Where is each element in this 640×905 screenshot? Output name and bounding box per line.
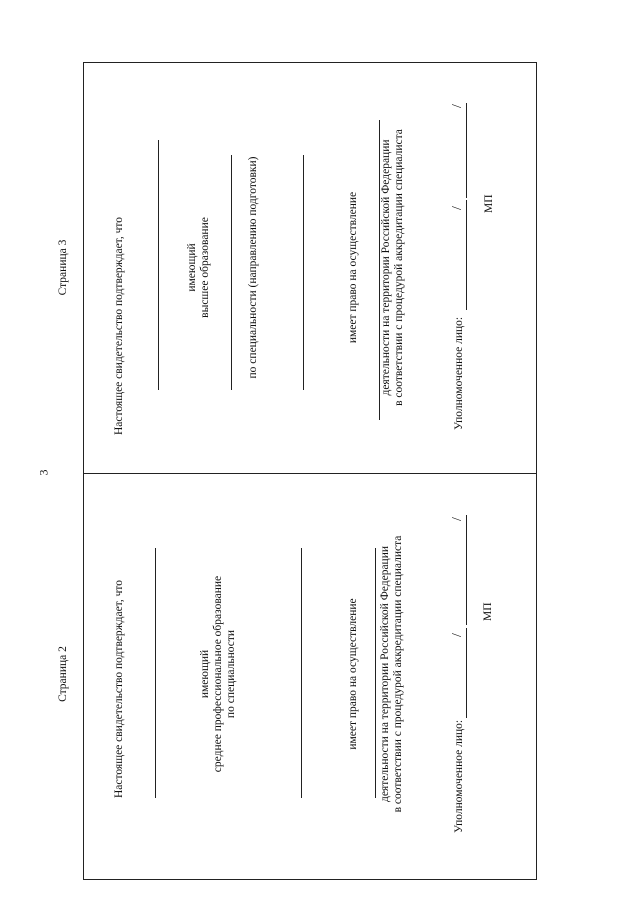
page-3-panel xyxy=(57,65,537,470)
page-2-panel xyxy=(57,470,537,878)
page-3-name-signature-line xyxy=(466,103,467,198)
page-3-activity-2: в соответствии с процедурой аккредитации специалиста xyxy=(393,129,405,406)
page-2-slash-2: / xyxy=(450,517,465,521)
page-2-having: имеющий xyxy=(199,649,211,699)
page-3-activity-1: деятельности на территории Российской Федерации xyxy=(380,139,392,396)
page-number: 3 xyxy=(36,469,51,476)
page-3-education: высшее образование xyxy=(199,217,211,318)
page-3-right: имеет право на осуществление xyxy=(347,191,359,344)
page-3-slash-2: / xyxy=(450,104,465,108)
page-2-specialty: по специальности xyxy=(225,629,237,719)
page-2-activity-2: в соответствии с процедурой аккредитации специалиста xyxy=(392,535,404,813)
page-3-org-line xyxy=(231,155,232,390)
page-3-heading: Страница 3 xyxy=(57,239,69,296)
page-2-seal: МП xyxy=(482,602,494,621)
page-2-education: среднее профессиональное образование xyxy=(212,575,224,773)
page-3-intro: Настоящее свидетельство подтверждает, что xyxy=(113,216,125,435)
page-3-seal: МП xyxy=(483,194,495,213)
page-2-activity-line xyxy=(375,548,376,798)
page-2-signature-line xyxy=(466,628,467,718)
page-2-authorized-person: Уполномоченное лицо: xyxy=(453,719,465,833)
page-3-having: имеющий xyxy=(186,243,198,292)
page-3-name-line xyxy=(158,140,159,390)
page-3-signature-line xyxy=(466,200,467,310)
page-2-specialty-line xyxy=(301,548,302,798)
page-3-slash-1: / xyxy=(450,206,465,210)
page-3-specialty: по специальности (направлению подготовки) xyxy=(247,156,259,379)
page-2-right: имеет право на осуществление xyxy=(347,598,359,750)
page-2-name-signature-line xyxy=(466,515,467,625)
page-3-authorized-person: Уполномоченное лицо: xyxy=(453,316,465,430)
page-2-intro: Настоящее свидетельство подтверждает, что xyxy=(113,579,125,798)
page-2-activity-1: деятельности на территории Российской Федерации xyxy=(379,545,391,803)
page-3-specialty-line xyxy=(303,155,304,390)
page-2-slash-1: / xyxy=(450,633,465,637)
page-2-name-line xyxy=(155,548,156,798)
page-2-heading: Страница 2 xyxy=(57,646,69,702)
